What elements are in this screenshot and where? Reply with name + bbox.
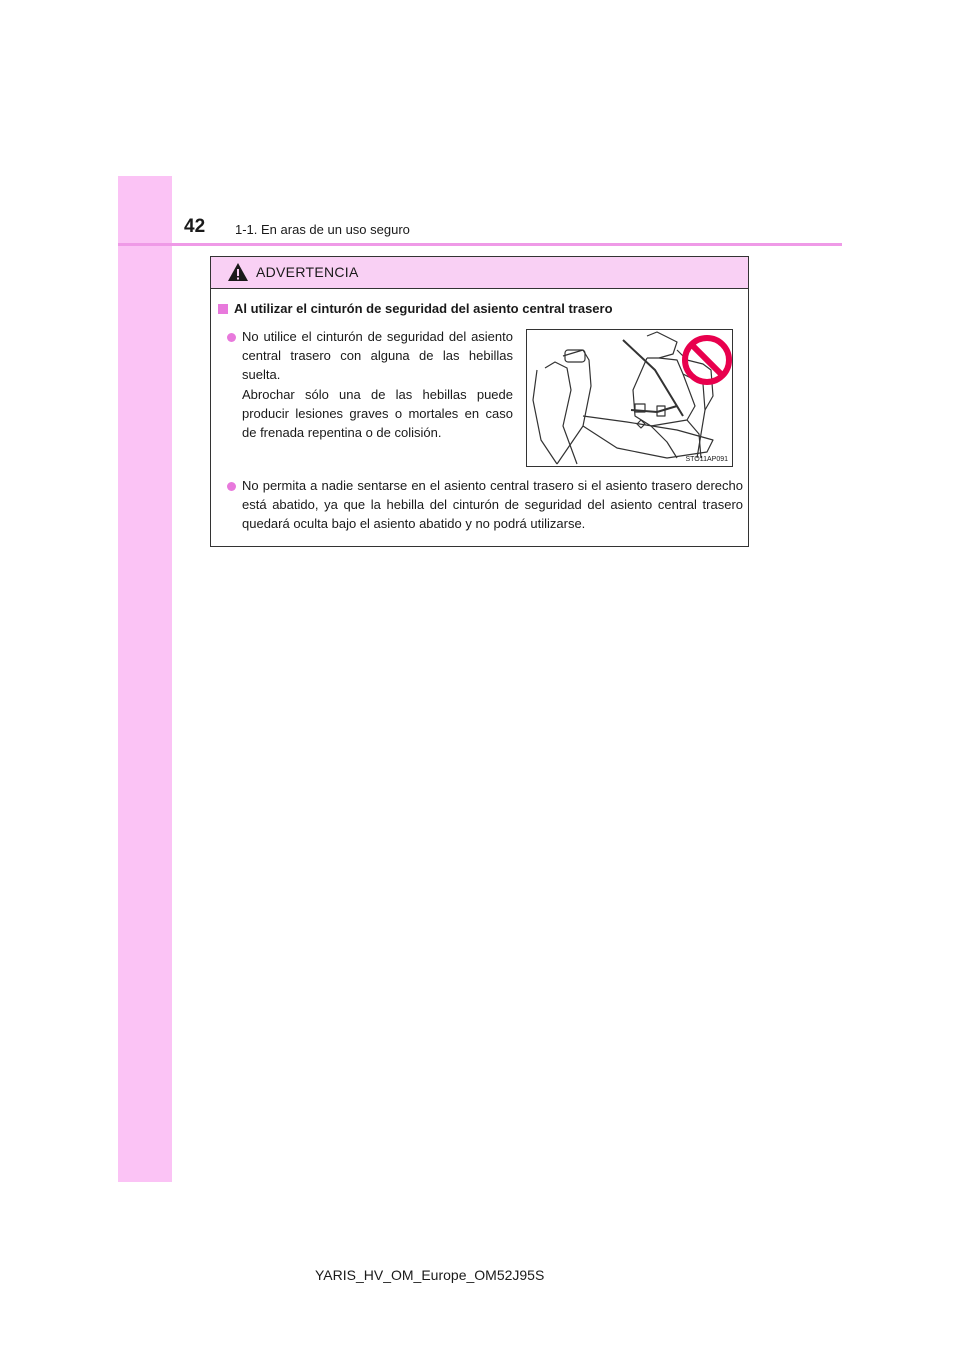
illustration-code: STO11AP091: [685, 456, 728, 463]
footer-doc-code: YARIS_HV_OM_Europe_OM52J95S: [315, 1267, 545, 1283]
warning-triangle-icon: [227, 262, 249, 282]
rear-seat-drawing: [527, 330, 732, 466]
side-tab-band: [118, 176, 172, 1182]
warning-box: [210, 256, 749, 547]
seatbelt-illustration: [526, 329, 733, 467]
prohibition-icon: [685, 338, 729, 382]
warning-subheading: [218, 301, 613, 316]
page-number: 42: [184, 216, 206, 237]
bullet-icon: [227, 482, 236, 491]
paragraph-2: Abrochar sólo una de las hebillas puede producir lesiones graves o mortales en caso de frenada repentina o de colisión.: [242, 387, 513, 440]
warning-header: [211, 257, 748, 289]
header-rule: [118, 243, 842, 246]
warning-title: ADVERTENCIA: [256, 264, 359, 280]
square-bullet-icon: [218, 304, 228, 314]
warning-subheading-text: Al utilizar el cinturón de seguridad del asiento central trasero: [234, 301, 613, 316]
bullet-icon: [227, 333, 236, 342]
section-title: 1-1. En aras de un uso seguro: [235, 222, 410, 237]
paragraph-3: No permita a nadie sentarse en el asiento central trasero si el asiento trasero derecho está abatido, ya que la hebilla del cinturón de seguridad del asiento central trasero quedará oculta bajo el asiento abatido y no podrá utilizarse.: [242, 478, 743, 531]
paragraph-1: No utilice el cinturón de seguridad del asiento central trasero con alguna de las hebillas suelta.: [242, 329, 513, 382]
